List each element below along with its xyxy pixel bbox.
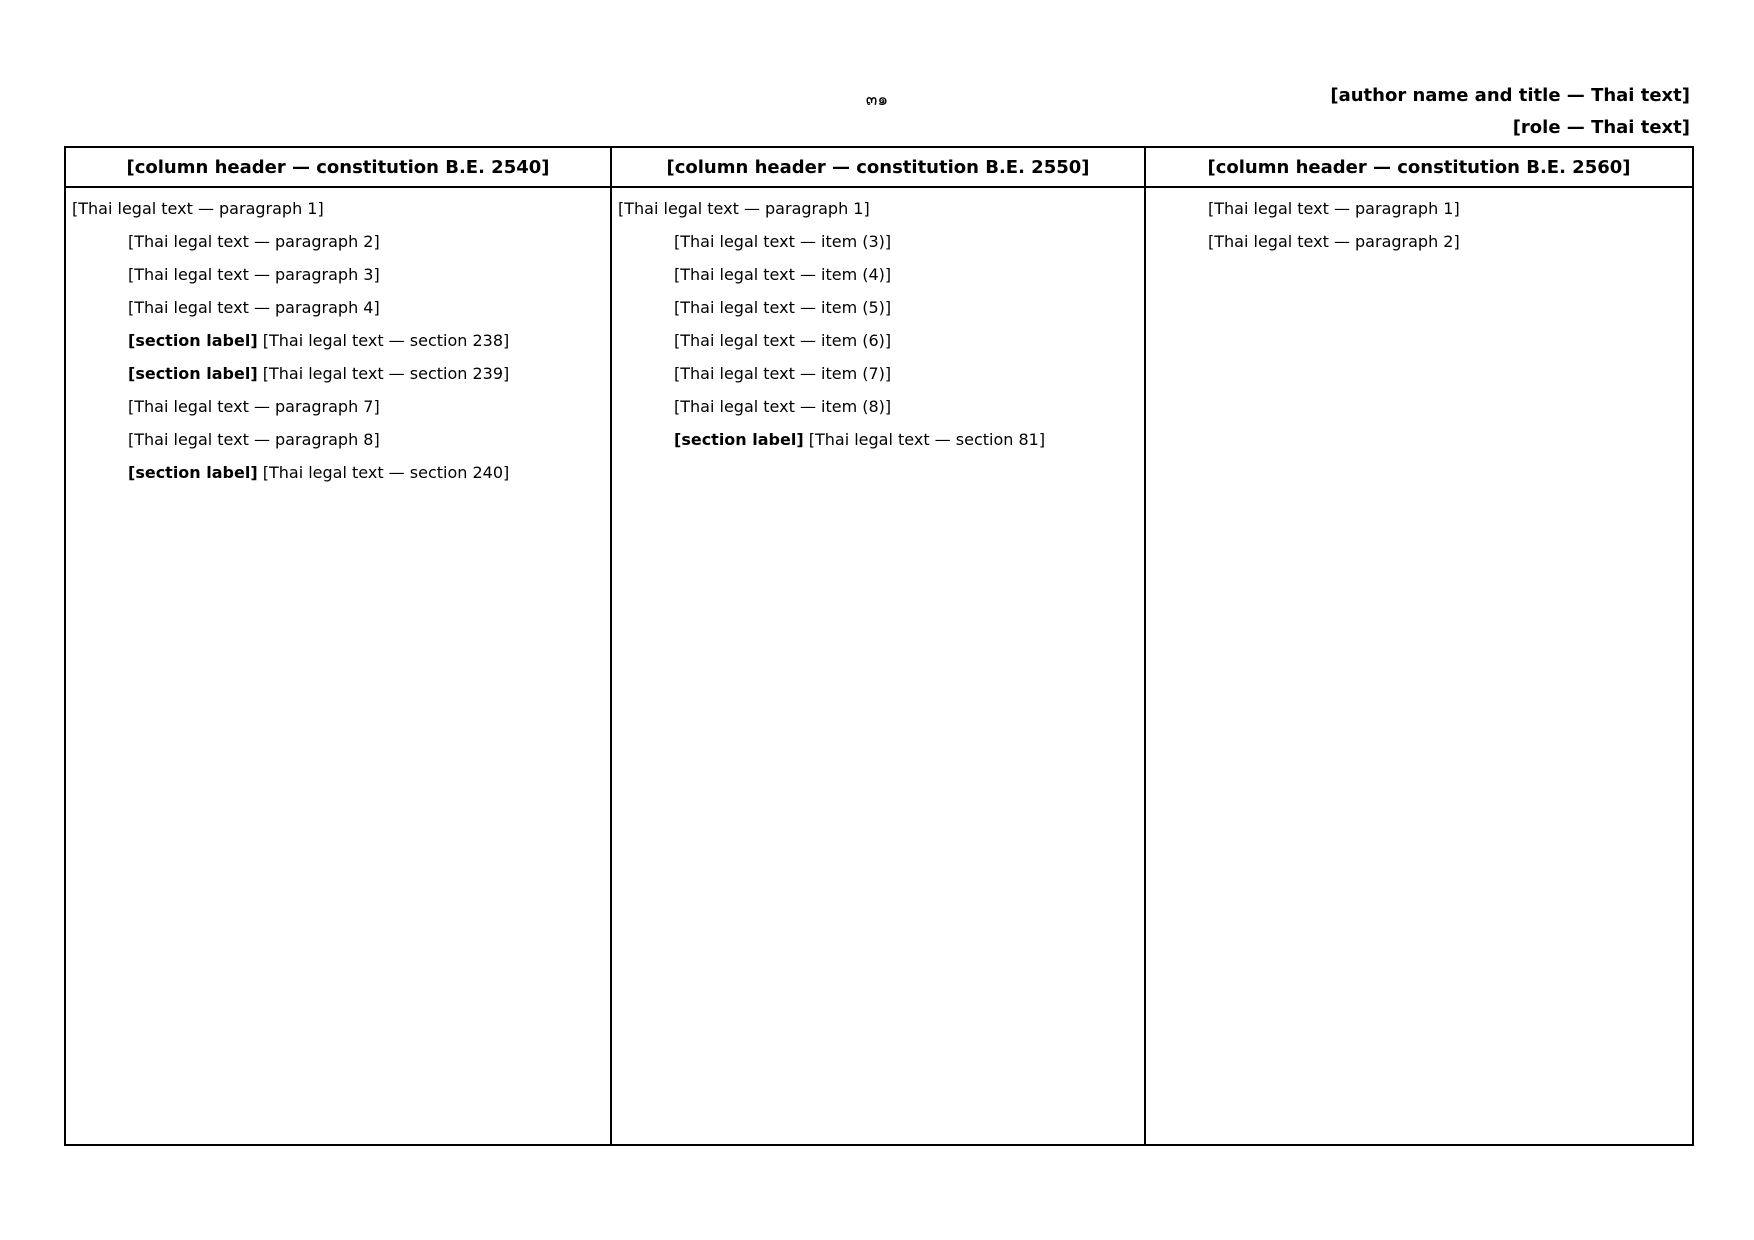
section-label: [section label] xyxy=(674,430,804,449)
paragraph xyxy=(72,192,600,225)
paragraph xyxy=(618,258,1134,291)
paragraph xyxy=(618,192,1134,225)
paragraph-text: [Thai legal text — item (8)] xyxy=(674,397,892,416)
paragraph xyxy=(72,423,600,456)
column-header-2540: [column header — constitution B.E. 2540] xyxy=(66,148,612,188)
paragraph-text: [Thai legal text — paragraph 3] xyxy=(128,265,380,284)
paragraph xyxy=(618,324,1134,357)
column-body-2550 xyxy=(612,188,1146,1144)
paragraph xyxy=(72,390,600,423)
paragraph xyxy=(1152,192,1682,225)
paragraph xyxy=(72,291,600,324)
column-header-2560: [column header — constitution B.E. 2560] xyxy=(1146,148,1692,188)
paragraph-text: [Thai legal text — item (3)] xyxy=(674,232,892,251)
paragraph xyxy=(618,390,1134,423)
paragraph-text: [Thai legal text — paragraph 1] xyxy=(72,199,324,218)
paragraph xyxy=(618,423,1134,456)
author-block xyxy=(1330,80,1690,144)
paragraph-text: [Thai legal text — paragraph 2] xyxy=(128,232,380,251)
author-line-2: [role — Thai text] xyxy=(1512,117,1690,138)
paragraph-text: [Thai legal text — paragraph 2] xyxy=(1208,232,1460,251)
paragraph-text: [Thai legal text — paragraph 1] xyxy=(1208,199,1460,218)
paragraph xyxy=(1152,225,1682,258)
paragraph-text: [Thai legal text — paragraph 8] xyxy=(128,430,380,449)
paragraph xyxy=(618,291,1134,324)
section-label: [section label] xyxy=(128,364,258,383)
paragraph-text: [Thai legal text — paragraph 1] xyxy=(618,199,870,218)
paragraph-text: [Thai legal text — item (4)] xyxy=(674,265,892,284)
page-number: ๓๑ xyxy=(865,90,889,110)
paragraph-text: [Thai legal text — section 240] xyxy=(262,463,510,482)
paragraph xyxy=(618,357,1134,390)
section-label: [section label] xyxy=(128,463,258,482)
column-body-2540 xyxy=(66,188,612,1144)
paragraph-text: [Thai legal text — item (5)] xyxy=(674,298,892,317)
column-header-2550: [column header — constitution B.E. 2550] xyxy=(612,148,1146,188)
paragraph xyxy=(618,225,1134,258)
paragraph-text: [Thai legal text — section 238] xyxy=(262,331,510,350)
paragraph-text: [Thai legal text — paragraph 4] xyxy=(128,298,380,317)
author-line-1: [author name and title — Thai text] xyxy=(1330,85,1690,106)
paragraph-text: [Thai legal text — section 239] xyxy=(262,364,510,383)
comparison-table xyxy=(64,146,1694,1146)
paragraph-text: [Thai legal text — item (6)] xyxy=(674,331,892,350)
section-label: [section label] xyxy=(128,331,258,350)
paragraph xyxy=(72,258,600,291)
paragraph-text: [Thai legal text — section 81] xyxy=(808,430,1046,449)
column-body-2560 xyxy=(1146,188,1692,1144)
paragraph-text: [Thai legal text — item (7)] xyxy=(674,364,892,383)
paragraph xyxy=(72,324,600,357)
paragraph xyxy=(72,357,600,390)
paragraph xyxy=(72,225,600,258)
paragraph xyxy=(72,456,600,489)
paragraph-text: [Thai legal text — paragraph 7] xyxy=(128,397,380,416)
